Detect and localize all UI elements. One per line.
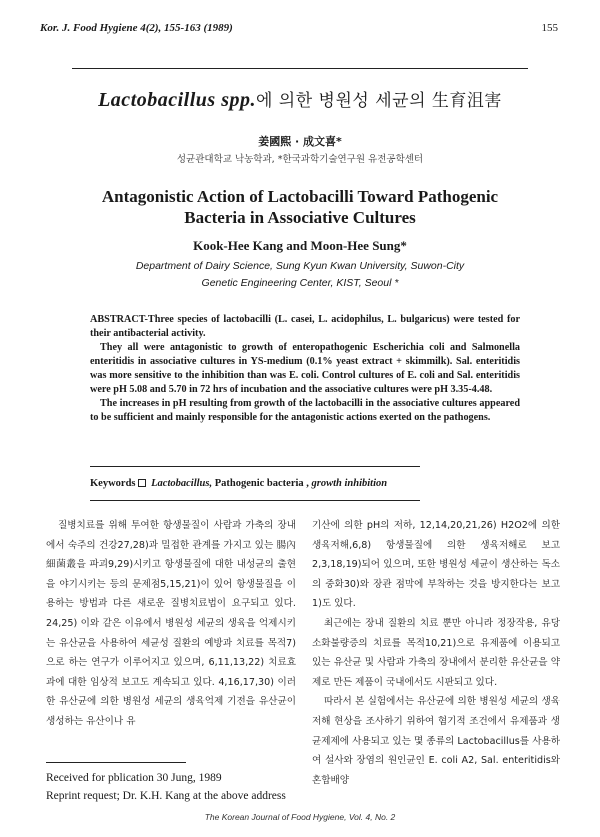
body-right-paragraph-2: 최근에는 장내 질환의 치료 뿐만 아니라 정장작용, 유당 소화불량증의 치료를 목적10,21)으로 유제품에 이용되고 있는 유산균 및 사람과 가축의 장내에서 분리한 유산균을 약제로 만든 제품이 국내에서도 시판되고 있다. [312,617,560,688]
abstract-paragraph-2: They all were antagonistic to growth of enteropathogenic Escherichia coli and Salmonella enteritidis in associative cultures in YS-medium (0.1% yeast extract + skimmilk). Sal. enteritidis was more sensitive to the inhibition than was E. coli. Control cultures of E. coli and Sal. enteritidis were pH 5.08 and 5.70 in 72 hrs of incubation and the associative cultures were pH 3.35-4.48. [90,342,520,395]
english-affiliation-line2: Genetic Engineering Center, KIST, Seoul * [201,277,399,289]
footnote-rule [46,762,186,763]
abstract-paragraph-3: The increases in pH resulting from growth of the lactobacilli in the associative cultures appeared to be sufficient and mainly responsible for the antagonistic actions exerted on the pathogens. [90,398,520,423]
abstract-paragraph-1: ABSTRACT-Three species of lactobacilli (L. casei, L. acidophilus, L. bulgaricus) were tested for their antibacterial activity. [90,314,520,339]
keyword-3: growth inhibition [311,478,388,489]
journal-citation: Kor. J. Food Hygiene 4(2), 155-163 (1989) [40,22,233,34]
english-title-line1: Antagonistic Action of Lactobacilli Toward Pathogenic [101,187,499,206]
body-column-right [312,516,560,790]
keywords-box-icon [138,479,146,487]
korean-authors: 姜國熙 · 成文喜* [258,135,342,148]
keywords-label: Keywords [90,478,136,489]
keywords-bottom-rule [90,500,420,501]
footnote-reprint: Reprint request; Dr. K.H. Kang at the above address [46,790,286,802]
footnote [46,769,296,805]
english-title [0,186,600,228]
page-footer: The Korean Journal of Food Hygiene, Vol. 4, No. 2 [204,812,396,822]
body-column-left [46,516,296,732]
body-right-paragraph-1: 기산에 의한 pH의 저하, 12,14,20,21,26) H2O2에 의한 생육저해,6,8) 항생물질에 의한 생육저해로 보고2,3,18,19)되어 있으며, 또한 병원성 세균이 생산하는 독소의 중화30)와 장관 점막에 부착하는 것을 방지한다는 보고1)도 있다. [312,520,560,610]
abstract [90,313,520,425]
english-affiliation-line1: Department of Dairy Science, Sung Kyun Kwan University, Suwon-City [135,260,465,272]
keyword-2: Pathogenic bacteria , [214,478,309,489]
body-left-paragraph-1: 질병치료를 위해 투여한 항생물질이 사람과 가축의 장내에서 숙주의 건강27,28)과 밀접한 관계를 가지고 있는 腸內 細菌叢을 파괴9,29)시키고 항생물질에 대한 내성균의 출현을 야기시키는 등의 문제점5,15,21)이 있어 항생물질을 이용하는 방법과 다른 새로운 질병치료법이 요구되고 있다. 24,25) 이와 같은 이유에서 병원성 세균의 생육을 억제시키는 유산균을 사용하여 세균성 질환의 예방과 치료를 목적7)으로 하는 연구가 이루어지고 있으며, 6,11,13,22) 치료효과에 대한 임상적 보고도 계속되고 있다. 4,16,17,30) 이러한 유산균에 의한 병원성 세균의 생육억제 기전을 유산균이 생성하는 유산이나 유 [46,520,296,727]
keywords [90,478,387,489]
body-right-paragraph-3: 따라서 본 실험에서는 유산균에 의한 병원성 세균의 생육저해 현상을 조사하기 위하여 혐기적 조건에서 유제품과 생균제제에 사용되고 있는 몇 종류의 Lactobacillus를 사용하여 설사와 장염의 원인균인 E. coli A2, Sal. enteritidis와 혼합배양 [312,696,560,786]
page-number: 155 [541,22,558,34]
footnote-received: Received for pblication 30 Jung, 1989 [46,772,222,784]
korean-title-text: 에 의한 병원성 세균의 生育沮害 [255,91,502,111]
english-authors: Kook-Hee Kang and Moon-Hee Sung* [193,238,407,253]
keyword-1: Lactobacillus, [151,478,213,489]
keywords-top-rule [90,466,420,467]
top-rule [72,68,528,69]
korean-title [0,86,600,112]
korean-title-latin: Lactobacillus spp. [98,89,256,111]
english-affiliation [0,258,600,292]
korean-affiliation: 성균관대학교 낙농학과, *한국과학기술연구원 유전공학센터 [176,154,424,165]
english-title-line2: Bacteria in Associative Cultures [184,208,416,227]
